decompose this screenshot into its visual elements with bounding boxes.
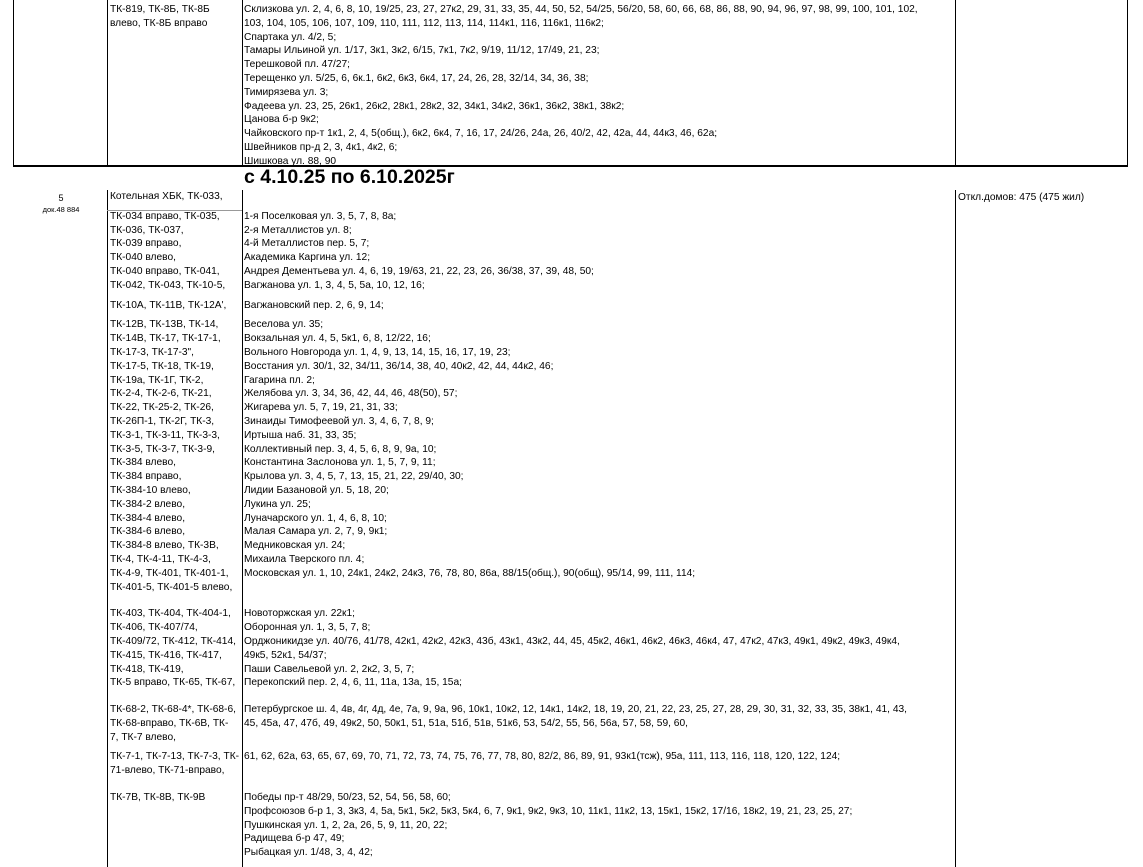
heat-point-line: ТК-14В, ТК-17, ТК-17-1, [110, 333, 221, 345]
heat-point-line: ТК-040 вправо, ТК-041, [110, 265, 220, 277]
heat-point-line: ТК-26П-1, ТК-2Г, ТК-3, [110, 415, 215, 427]
heat-point-line: ТК-7В, ТК-8В, ТК-9В [110, 792, 206, 804]
top-table-col-divider-2 [242, 0, 243, 166]
street-line: Веселова ул. 35; [244, 319, 324, 331]
top-table-col-divider-1 [107, 0, 108, 166]
street-line: Оборонная ул. 1, 3, 5, 7, 8; [244, 622, 371, 634]
heat-point-line: ТК-68-вправо, ТК-6В, ТК- [110, 717, 229, 729]
street-line: 61, 62, 62а, 63, 65, 67, 69, 70, 71, 72, 73, 74, 75, 76, 77, 78, 80, 82/2, 86, 89, 91, 93к1(тсж), 95а, 111, 113, 116, 118, 120, 122, 124; [244, 751, 841, 763]
heat-point-line: ТК-384-10 влево, [110, 484, 191, 496]
street-line: Гагарина пл. 2; [244, 374, 315, 386]
heat-point-line: 71-влево, ТК-71-вправо, [110, 765, 225, 777]
street-line: Рыбацкая ул. 1/48, 3, 4, 42; [244, 847, 373, 859]
record-number: 5 [58, 193, 64, 203]
street-line: Тимирязева ул. 3; [244, 86, 329, 98]
table-col-divider-1 [107, 190, 108, 867]
street-line: Медниковская ул. 24; [244, 540, 346, 552]
heat-point-line: ТК-384 вправо, [110, 471, 182, 483]
heat-point-line: влево, ТК-8Б вправо [110, 17, 208, 29]
top-heat-points [110, 3, 210, 31]
street-line: Петербургское ш. 4, 4в, 4г, 4д, 4е, 7а, 9, 9а, 96, 10к1, 10к2, 12, 14к1, 14к2, 18, 19, 20, 21, 22, 23, 25, 27, 28, 29, 30, 31, 32, 33, 35, 38к1, 41, 43, [244, 704, 907, 716]
heat-point-line: ТК-12В, ТК-13В, ТК-14, [110, 319, 219, 331]
top-table-right-border [1127, 0, 1128, 166]
heat-point-line: ТК-042, ТК-043, ТК-10-5, [110, 279, 226, 291]
street-group-1 [244, 210, 907, 293]
heat-point-line: 7, ТК-7 влево, [110, 731, 176, 743]
top-table-col-divider-3 [955, 0, 956, 166]
street-line: Вокзальная ул. 4, 5, 5к1, 6, 8, 12/22, 16; [244, 333, 431, 345]
heat-group-1 [110, 210, 239, 293]
street-line: Константина Заслонова ул. 1, 5, 7, 9, 11; [244, 457, 436, 469]
street-line: Малая Самара ул. 2, 7, 9, 9к1; [244, 526, 388, 538]
street-line: 45, 45а, 47, 47б, 49, 49к2, 50, 50к1, 51, 51а, 51б, 51в, 51к6, 53, 54/2, 55, 56, 56а, 57, 58, 59, 60, [244, 717, 688, 729]
street-line: Восстания ул. 30/1, 32, 34/11, 36/14, 38, 40, 40к2, 42, 44, 44к2, 46; [244, 360, 554, 372]
street-group-5 [244, 703, 907, 744]
street-line: Профсоюзов б-р 1, 3, 3к3, 4, 5а, 5к1, 5к2, 5к3, 5к4, 6, 7, 9к1, 9к2, 9к3, 10, 11к1, 11к2, 13, 15к1, 15к2, 17/16, 18к2, 19, 21, 23, 25, 27; [244, 805, 853, 817]
street-group-2 [244, 299, 907, 313]
street-line: Терешковой пл. 47/27; [244, 59, 350, 71]
street-group-4 [244, 607, 907, 690]
street-line: 49к5, 52к1, 54/37; [244, 649, 327, 661]
heat-point-line: ТК-418, ТК-419, [110, 663, 184, 675]
street-line: Пушкинская ул. 1, 2, 2а, 26, 5, 9, 11, 20, 22; [244, 819, 448, 831]
street-line: Паши Савельевой ул. 2, 2к2, 3, 5, 7; [244, 663, 415, 675]
heat-group-7 [110, 791, 239, 805]
street-line: Лидии Базановой ул. 5, 18, 20; [244, 484, 389, 496]
heat-point-line: ТК-4, ТК-4-11, ТК-4-3, [110, 553, 211, 565]
street-line: Лукина ул. 25; [244, 498, 311, 510]
table-col-divider-2 [242, 190, 243, 867]
street-line: Склизкова ул. 2, 4, 6, 8, 10, 19/25, 23, 27, 27к2, 29, 31, 33, 35, 44, 50, 52, 54/25, 56/20, 58, 60, 66, 68, 86, 88, 90, 94, 96, 97, 98, 99, 100, 101, 102, [244, 4, 918, 15]
heat-group-3 [110, 318, 239, 594]
table-col-divider-3 [955, 190, 956, 867]
street-line: Шишкова ул. 88, 90 [244, 155, 337, 167]
top-street-list [244, 3, 918, 169]
heat-point-line: ТК-19а, ТК-1Г, ТК-2, [110, 374, 204, 386]
street-line: Желябова ул. 3, 34, 36, 42, 44, 46, 48(50), 57; [244, 388, 458, 400]
street-line: Новоторжская ул. 22к1; [244, 608, 356, 620]
heat-point-line: ТК-4-9, ТК-401, ТК-401-1, [110, 567, 229, 579]
streets-column [244, 190, 907, 860]
street-line: Вагжанова ул. 1, 3, 4, 5, 5а, 10, 12, 16; [244, 279, 425, 291]
heat-point-line: ТК-415, ТК-416, ТК-417, [110, 649, 222, 661]
heat-group-5 [110, 703, 239, 744]
row-separator [107, 210, 242, 211]
street-line: Академика Каргина ул. 12; [244, 252, 371, 264]
street-line: Победы пр-т 48/29, 50/23, 52, 54, 56, 58, 60; [244, 792, 451, 804]
street-line: Перекопский пер. 2, 4, 6, 11, 11а, 13а, 15, 15а; [244, 677, 462, 689]
street-line: Орджоникидзе ул. 40/76, 41/78, 42к1, 42к2, 42к3, 43б, 43к1, 43к2, 44, 45, 45к2, 46к1, 46к2, 46к3, 46к4, 47, 47к2, 47к3, 49к1, 49к2, 49к3, 49к4, [244, 635, 900, 647]
record-number-cell [13, 193, 109, 215]
heat-point-line: ТК-403, ТК-404, ТК-404-1, [110, 608, 231, 620]
heat-point-line: ТК-406, ТК-407/74, [110, 622, 198, 634]
heat-point-line: ТК-22, ТК-25-2, ТК-26, [110, 402, 214, 414]
street-line: Радищева б-р 47, 49; [244, 833, 345, 845]
heat-point-line: ТК-5 вправо, ТК-65, ТК-67, [110, 677, 236, 689]
top-table-left-border [13, 0, 14, 166]
street-line: 2-я Металлистов ул. 8; [244, 224, 352, 236]
heat-point-line: ТК-3-5, ТК-3-7, ТК-3-9, [110, 443, 215, 455]
street-line: Коллективный пер. 3, 4, 5, 6, 8, 9, 9а, 10; [244, 443, 437, 455]
street-line: Швейников пр-д 2, 3, 4к1, 4к2, 6; [244, 141, 398, 153]
heat-points-column [110, 190, 239, 805]
heat-point-line: ТК-384-6 влево, [110, 526, 186, 538]
heat-group-2 [110, 299, 239, 313]
heat-point-line: ТК-040 влево, [110, 252, 176, 264]
street-line: Жигарева ул. 5, 7, 19, 21, 31, 33; [244, 402, 398, 414]
street-line: Вольного Новгорода ул. 1, 4, 9, 13, 14, 15, 16, 17, 19, 23; [244, 346, 511, 358]
street-line: Андрея Дементьева ул. 4, 6, 19, 19/63, 21, 22, 23, 26, 36/38, 37, 39, 48, 50; [244, 265, 594, 277]
boiler-house-label: Котельная ХБК, ТК-033, [110, 191, 223, 202]
street-group-3 [244, 318, 907, 594]
street-line: Московская ул. 1, 10, 24к1, 24к2, 24к3, 76, 78, 80, 86а, 88/15(общ.), 90(общ), 95/14, 99, 111, 114; [244, 567, 696, 579]
heat-point-line: ТК-2-4, ТК-2-6, ТК-21, [110, 388, 212, 400]
street-line: Луначарского ул. 1, 4, 6, 8, 10; [244, 512, 387, 524]
heat-point-line: ТК-036, ТК-037, [110, 224, 184, 236]
street-line: Чайковского пр-т 1к1, 2, 4, 5(общ.), 6к2, 6к4, 7, 16, 17, 24/26, 24а, 26, 40/2, 42, 42а, 44, 44к3, 46, 62а; [244, 128, 718, 140]
heat-point-line: ТК-384-2 влево, [110, 498, 186, 510]
street-group-6 [244, 750, 907, 778]
street-line: Тамары Ильиной ул. 1/17, 3к1, 3к2, 6/15, 7к1, 7к2, 9/19, 11/12, 17/49, 21, 23; [244, 45, 600, 57]
disconnected-houses-summary: Откл.домов: 475 (475 жил) [958, 192, 1085, 203]
street-line: Спартака ул. 4/2, 5; [244, 31, 337, 43]
heat-point-line: ТК-384 влево, [110, 457, 176, 469]
heat-point-line: ТК-401-5, ТК-401-5 влево, [110, 581, 233, 593]
heat-point-line: ТК-384-4 влево, [110, 512, 186, 524]
record-doc-number: док.48 884 [42, 205, 80, 214]
heat-point-line: ТК-68-2, ТК-68-4*, ТК-68-6, [110, 704, 236, 716]
heat-point-line: ТК-384-8 влево, ТК-3В, [110, 540, 219, 552]
heat-point-line: ТК-034 вправо, ТК-035, [110, 210, 220, 222]
street-line: Вагжановский пер. 2, 6, 9, 14; [244, 299, 384, 311]
street-line: Иртыша наб. 31, 33, 35; [244, 429, 357, 441]
street-line: 1-я Поселковая ул. 3, 5, 7, 8, 8а; [244, 210, 397, 222]
date-range-heading: с 4.10.25 по 6.10.2025г [244, 166, 455, 188]
street-line: Цанова б-р 9к2; [244, 114, 319, 126]
heat-point-line: ТК-3-1, ТК-3-11, ТК-3-3, [110, 429, 220, 441]
heat-point-line: ТК-819, ТК-8Б, ТК-8Б [110, 4, 210, 15]
street-line: Михаила Тверского пл. 4; [244, 553, 365, 565]
heat-point-line: ТК-7-1, ТК-7-13, ТК-7-3, ТК- [110, 751, 240, 763]
heat-point-line: ТК-039 вправо, [110, 238, 182, 250]
street-line: 103, 104, 105, 106, 107, 109, 110, 111, 112, 113, 114, 114к1, 116, 116к1, 116к2; [244, 17, 604, 29]
heat-group-4 [110, 607, 239, 690]
heat-point-line: ТК-10А, ТК-11В, ТК-12А', [110, 299, 227, 311]
street-line: Крылова ул. 3, 4, 5, 7, 13, 15, 21, 22, 29/40, 30; [244, 471, 464, 483]
heat-point-line: ТК-409/72, ТК-412, ТК-414, [110, 635, 236, 647]
heat-group-6 [110, 750, 239, 778]
street-line: Фадеева ул. 23, 25, 26к1, 26к2, 28к1, 28к2, 32, 34к1, 34к2, 36к1, 36к2, 38к1, 38к2; [244, 100, 625, 112]
street-line: Зинаиды Тимофеевой ул. 3, 4, 6, 7, 8, 9; [244, 415, 434, 427]
street-line: Терещенко ул. 5/25, 6, 6к.1, 6к2, 6к3, 6к4, 17, 24, 26, 28, 32/14, 34, 36, 38; [244, 72, 589, 84]
heat-point-line: ТК-17-3, ТК-17-3", [110, 346, 194, 358]
heat-point-line: ТК-17-5, ТК-18, ТК-19, [110, 360, 214, 372]
street-group-7 [244, 791, 907, 860]
street-line: 4-й Металлистов пер. 5, 7; [244, 238, 370, 250]
